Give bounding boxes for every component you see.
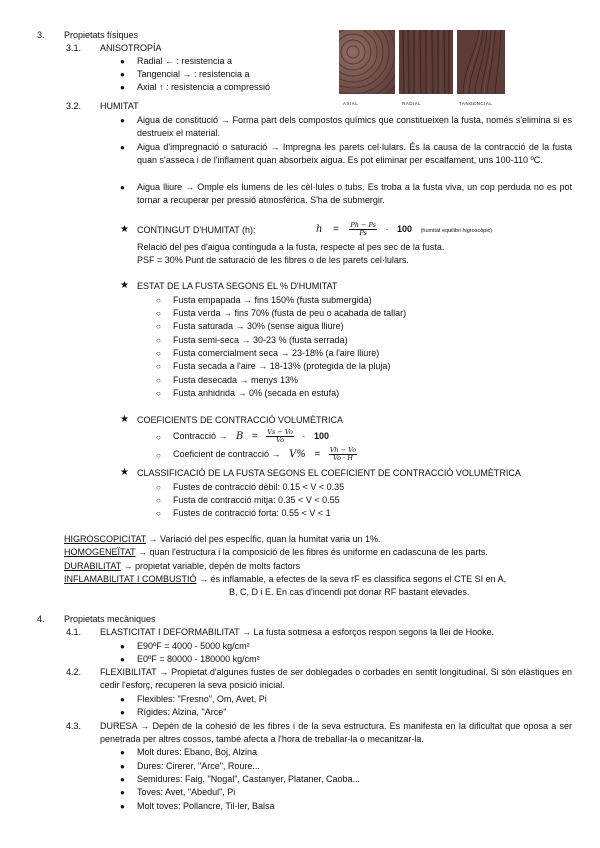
circle-bullet-icon: ○ (156, 309, 161, 318)
water-type-item: Aigua de constitució → Forma part dels compostos químics que constitueixen la fusta, només s'elimina si es destrueix el material. (137, 115, 572, 138)
contraction-label: Contracció → (173, 431, 228, 441)
term-durability (64, 560, 300, 573)
wood-state-item: Fusta semi-seca → 30-23 % (fusta serrada) (173, 335, 348, 345)
bullet-icon: ● (120, 802, 125, 811)
moisture-formula (316, 219, 492, 241)
contraction-lhs: B (236, 431, 244, 442)
anisotropy-item: Axial ↑ : resistencia a compressió (137, 82, 271, 92)
hardness-item: Molt toves: Pollancre, Til·ler, Balsa (137, 801, 275, 811)
circle-bullet-icon: ○ (156, 336, 161, 345)
coefficient-lhs: V% (289, 449, 306, 460)
hardness-item: Dures: Cirerer, "Arce", Roure... (137, 761, 260, 771)
section-4-1-number: 4.1. (66, 627, 82, 637)
star-icon: ★ (120, 280, 129, 291)
term-label: HIGROSCOPICITAT (64, 534, 147, 544)
classification-item: Fustes de contracció dèbil: 0.15 < V < 0.35 (173, 482, 345, 492)
section-3-2-title: HUMITAT (100, 101, 139, 111)
flexibility-item: Rígides: Alzina, "Arce" (137, 707, 227, 717)
term-hygroscopicity (64, 533, 380, 546)
circle-bullet-icon: ○ (156, 376, 161, 385)
contraction-denominator: Vo (276, 436, 285, 445)
contraction-numerator: Vs − Vo (267, 428, 293, 437)
bullet-icon: ● (120, 762, 125, 771)
wood-state-item: Fusta empapada → fins 150% (fusta submergida) (173, 295, 372, 305)
wood-label-tangential: TANGENCIAL (459, 101, 493, 106)
psf-definition: PSF = 30% Punt de saturació de les fibres o de les parets cel·lulars. (137, 255, 409, 265)
hardness-item: Toves: Avet, "Abedul", Pi (137, 787, 236, 797)
coefficient-denominator: Vo · H (332, 454, 353, 463)
section-4-number: 4. (37, 614, 45, 624)
bullet-icon: ● (120, 183, 125, 192)
coefficient-label: Coeficient de contracció → (173, 449, 281, 459)
section-3-1-number: 3.1. (66, 43, 82, 53)
circle-bullet-icon: ○ (156, 451, 161, 460)
section-3-1-title: ANISOTROPÍA (100, 43, 162, 53)
moisture-content-label: CONTINGUT D'HUMITAT (h): (137, 225, 256, 235)
bullet-icon: ● (120, 116, 125, 125)
flexibility-item: Flexibles: "Fresno", Om, Avet, Pi (137, 694, 267, 704)
bullet-icon: ● (120, 655, 125, 664)
bullet-icon: ● (120, 748, 125, 757)
formula-lhs: h (316, 224, 323, 235)
section-3-title: Propietats físiques (64, 30, 139, 40)
coefficients-heading: COEFICIENTS DE CONTRACCIÓ VOLUMÈTRICA (137, 415, 344, 425)
wood-state-item: Fusta comercialment seca → 23-18% (a l'aire lliure) (173, 348, 380, 358)
wood-state-item: Fusta desecada → menys 13% (173, 375, 299, 385)
contraction-mult: · (302, 431, 306, 441)
formula-numerator: Ph − Ps (350, 221, 377, 230)
star-icon: ★ (120, 224, 129, 235)
formula-denominator: Ps (359, 229, 367, 238)
wood-state-item: Fusta saturada → 30% (sense aigua lliure) (173, 321, 344, 331)
formula-fraction (349, 222, 377, 237)
moisture-definition: Relació del pes d'aigua continguda a la fusta, respecte al pes sec de la fusta. (137, 242, 445, 252)
bullet-icon: ● (120, 57, 125, 66)
section-4-2-number: 4.2. (66, 667, 82, 677)
circle-bullet-icon: ○ (156, 483, 161, 492)
elasticity-item: E0ºF = 80000 - 180000 kg/cm² (137, 654, 260, 664)
wood-label-axial: AXIAL (343, 101, 359, 106)
water-type-item: Aigua d'impregnació o saturació → Impregna les parets cel·lulars. És la causa de la contracció de la fusta quan s'asseca i de l'inflament quan absorbeix aigua. Es pot eliminar per escalfament, uns 100-110 ºC. (137, 142, 572, 165)
term-flammability (64, 573, 506, 586)
star-icon: ★ (120, 414, 129, 425)
bullet-icon: ● (120, 642, 125, 651)
classification-item: Fustes de contracció forta: 0.55 < V < 1 (173, 508, 331, 518)
water-type-item: Aigua lliure → Omple els lumens de les cèl·lules o tubs. Es troba a la fusta viva, un cop perduda no es pot tornar a recuperar per pressió atmosfèrica. S'ha de submergir. (137, 182, 572, 205)
circle-bullet-icon: ○ (156, 389, 161, 398)
term-definition: → propietat variable, depèn de molts factors (121, 561, 301, 571)
term-definition: → quan l'estructura i la composició de les fibres és uniforme en cadascuna de les parts. (135, 547, 488, 557)
hardness-item: Molt dures: Ebano, Boj, Alzina (137, 747, 258, 757)
coefficient-numerator: Vh − Vo (329, 446, 357, 455)
coefficient-fraction (329, 447, 357, 462)
term-label: HOMOGENEÏTAT (64, 547, 136, 557)
formula-mult: · (385, 224, 389, 234)
wood-state-heading: ESTAT DE LA FUSTA SEGONS EL % D'HUMITAT (137, 281, 338, 291)
contraction-fraction (266, 429, 294, 444)
bullet-icon: ● (120, 695, 125, 704)
elasticity-item: E90ºF = 4000 - 5000 kg/cm² (137, 641, 250, 651)
coefficient-equals: = (314, 449, 321, 460)
flammability-continuation: B, C, D i E. En cas d'incendi pot donar RF bastant elevades. (229, 587, 470, 597)
elasticity-text: ELASTICITAT I DEFORMABILITAT → La fusta sotmesa a esforços respon segons la llei de Hooke. (100, 627, 495, 637)
circle-bullet-icon: ○ (156, 433, 161, 442)
wood-axial-image (339, 30, 395, 94)
circle-bullet-icon: ○ (156, 349, 161, 358)
formula-note: (humitat equilibri higroscòpic) (420, 228, 493, 234)
term-definition: → Variació del pes específic, quan la humitat varia un 1%. (146, 534, 381, 544)
circle-bullet-icon: ○ (156, 362, 161, 371)
wood-state-item: Fusta secada a l'aire → 18-13% (protegida de la pluja) (173, 361, 391, 371)
circle-bullet-icon: ○ (156, 322, 161, 331)
formula-hundred: 100 (397, 224, 413, 234)
circle-bullet-icon: ○ (156, 296, 161, 305)
contraction-equals: = (251, 431, 258, 442)
wood-state-item: Fusta anhidrida → 0% (secada en estufa) (173, 388, 340, 398)
term-label: INFLAMABILITAT I COMBUSTIÓ (64, 574, 197, 584)
hardness-item: Semidures: Faig, "Nogal", Castanyer, Plataner, Caoba... (137, 774, 361, 784)
bullet-icon: ● (120, 143, 125, 152)
classification-heading: CLASSIFICACIÓ DE LA FUSTA SEGONS EL COEFICIENT DE CONTRACCIÓ VOLUMÈTRICA (137, 468, 521, 478)
circle-bullet-icon: ○ (156, 496, 161, 505)
bullet-icon: ● (120, 708, 125, 717)
term-definition: → és inflamable, a efectes de la seva rF es classifica segons el CTE SI en A, (196, 574, 507, 584)
term-label: DURABILITAT (64, 561, 122, 571)
anisotropy-item: Tangencial → : resistencia a (137, 69, 250, 79)
section-3-number: 3. (37, 30, 45, 40)
hardness-text: DURESA → Depèn de la cohesió de les fibres i de la seva estructura. Es manifesta en la dificultat que oposa a ser penetrada per altres cossos, també afecta a l'hora de treballar-la o mecanitzar-la. (100, 721, 572, 744)
section-4-3-number: 4.3. (66, 721, 82, 731)
contraction-hundred: 100 (313, 431, 329, 441)
coefficient-formula (173, 443, 357, 466)
flexibility-text: FLEXIBILITAT → Propietat d'algunes fustes de ser doblegades o corbades en sentit longitudinal. Si són elàstiques en cedir l'esforç, recuperen la seva posició inicial. (100, 667, 572, 690)
classification-item: Fusta de contracció mitja: 0.35 < V < 0.55 (173, 495, 340, 505)
bullet-icon: ● (120, 775, 125, 784)
wood-tangential-image (457, 30, 505, 94)
section-3-2-number: 3.2. (66, 101, 82, 111)
section-4-title: Propietats mecàniques (64, 614, 156, 624)
bullet-icon: ● (120, 70, 125, 79)
term-homogeneity (64, 546, 488, 559)
wood-label-radial: RADIAL (402, 101, 422, 106)
formula-equals: = (332, 224, 339, 235)
wood-radial-image (399, 30, 453, 94)
circle-bullet-icon: ○ (156, 509, 161, 518)
anisotropy-item: Radial ← : resistencia a (137, 56, 233, 66)
bullet-icon: ● (120, 83, 125, 92)
wood-state-item: Fusta verda → fins 70% (fusta de peu o acabada de tallar) (173, 308, 407, 318)
bullet-icon: ● (120, 788, 125, 797)
star-icon: ★ (120, 467, 129, 478)
